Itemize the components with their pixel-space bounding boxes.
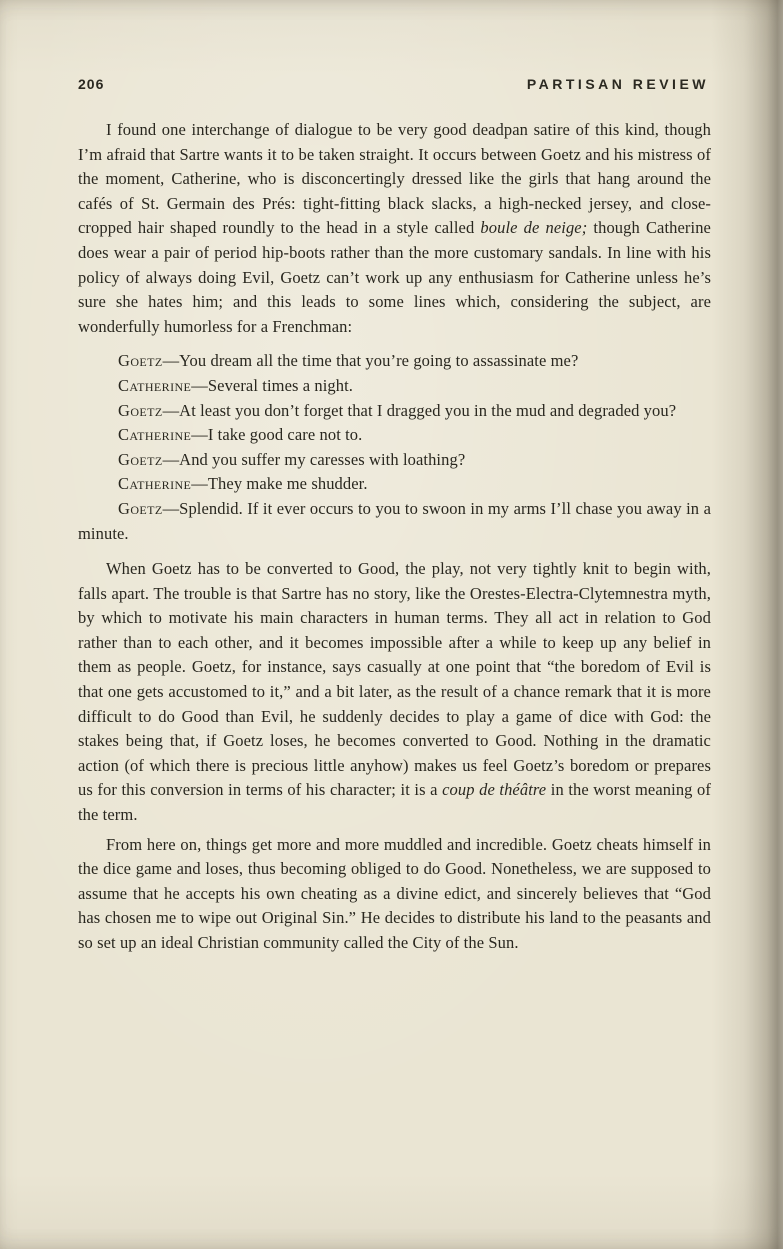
text-run: though Catherine does wear a pair of period hip-boots rather than the more customary sandals. In line with his policy of always doing Evil, Goetz can’t work up any enthusiasm for Catherine unless he’s sure she hates him; and this leads to some lines which, considering the subject, are wonderfully humorless for a Frenchman: [78,218,711,336]
journal-title: PARTISAN REVIEW [526,76,709,92]
speaker-name: Catherine [118,375,192,395]
speaker-name: Catherine [118,474,192,494]
italic-phrase-coup-de-theatre: coup de théâtre [442,780,547,800]
italic-phrase-boule-de-neige: boule de neige; [480,218,588,238]
dialogue-text: —And you suffer my caresses with loathing? [162,449,466,469]
page-body [78,118,711,956]
dialogue-line [78,374,711,399]
page-header [78,76,709,92]
dialogue-text: —At least you don’t forget that I dragged you in the mud and degraded you? [162,400,677,420]
dialogue-line [78,448,711,473]
speaker-name: Catherine [118,425,192,445]
dialogue-text: —I take good care not to. [191,425,363,445]
dialogue-text: —Splendid. If it ever occurs to you to swoon in my arms I’ll chase you away in a minute. [78,498,711,543]
paragraph-2 [78,557,711,828]
paragraph-3 [78,833,711,956]
dialogue-line [78,472,711,497]
dialogue-line [78,423,711,448]
dialogue-text: —Several times a night. [191,375,354,395]
page-edge-shadow [711,0,783,1249]
speaker-name: Goetz [118,498,163,518]
dialogue-text: —They make me shudder. [191,474,368,494]
dialogue-line [78,349,711,374]
text-run: I found one interchange of dialogue to be very good deadpan satire of this kind, though I’m afraid that Sartre wants it to be taken straight. It occurs between Goetz and his mistress of the moment, Catherine, who is disconcertingly dressed like the girls that hang around the cafés of St. Germain des Prés: tight-fitting black slacks, a high-necked jersey, and close-cropped hair shaped roundly to the head in a style called [78,120,711,238]
text-run: When Goetz has to be converted to Good, the play, not very tightly knit to begin with, falls apart. The trouble is that Sartre has no story, like the Orestes-Electra-Clytemnestra myth, by which to motivate his main characters in human terms. They all act in relation to God rather than to each other, and it becomes impossible after a while to keep up any belief in them as people. Goetz, for instance, says casually at one point that “the boredom of Evil is that one gets accustomed to it,” and a bit later, as the result of a chance remark that it is more difficult to do Good than Evil, he suddenly decides to play a game of dice with God: the stakes being that, if Goetz loses, he becomes converted to Good. Nothing in the dramatic action (of which there is precious little anyhow) makes us feel Goetz’s boredom or prepares us for this conversion in terms of his character; it is a [78,559,711,800]
paragraph-1 [78,118,711,339]
dialogue-line [78,497,711,546]
dialogue-block [78,349,711,546]
speaker-name: Goetz [118,449,163,469]
text-run: From here on, things get more and more muddled and incredible. Goetz cheats himself in the dice game and loses, thus becoming obliged to do Good. Nonetheless, we are supposed to assume that he accepts his own cheating as a divine edict, and sincerely believes that “God has chosen me to wipe out Original Sin.” He decides to distribute his land to the peasants and so set up an ideal Christian community called the City of the Sun. [78,834,711,952]
speaker-name: Goetz [118,400,163,420]
page-number: 206 [78,76,105,92]
text-run: in the worst meaning of the term. [78,780,711,825]
speaker-name: Goetz [118,351,163,371]
dialogue-text: —You dream all the time that you’re going to assassinate me? [162,351,579,371]
dialogue-line [78,399,711,424]
